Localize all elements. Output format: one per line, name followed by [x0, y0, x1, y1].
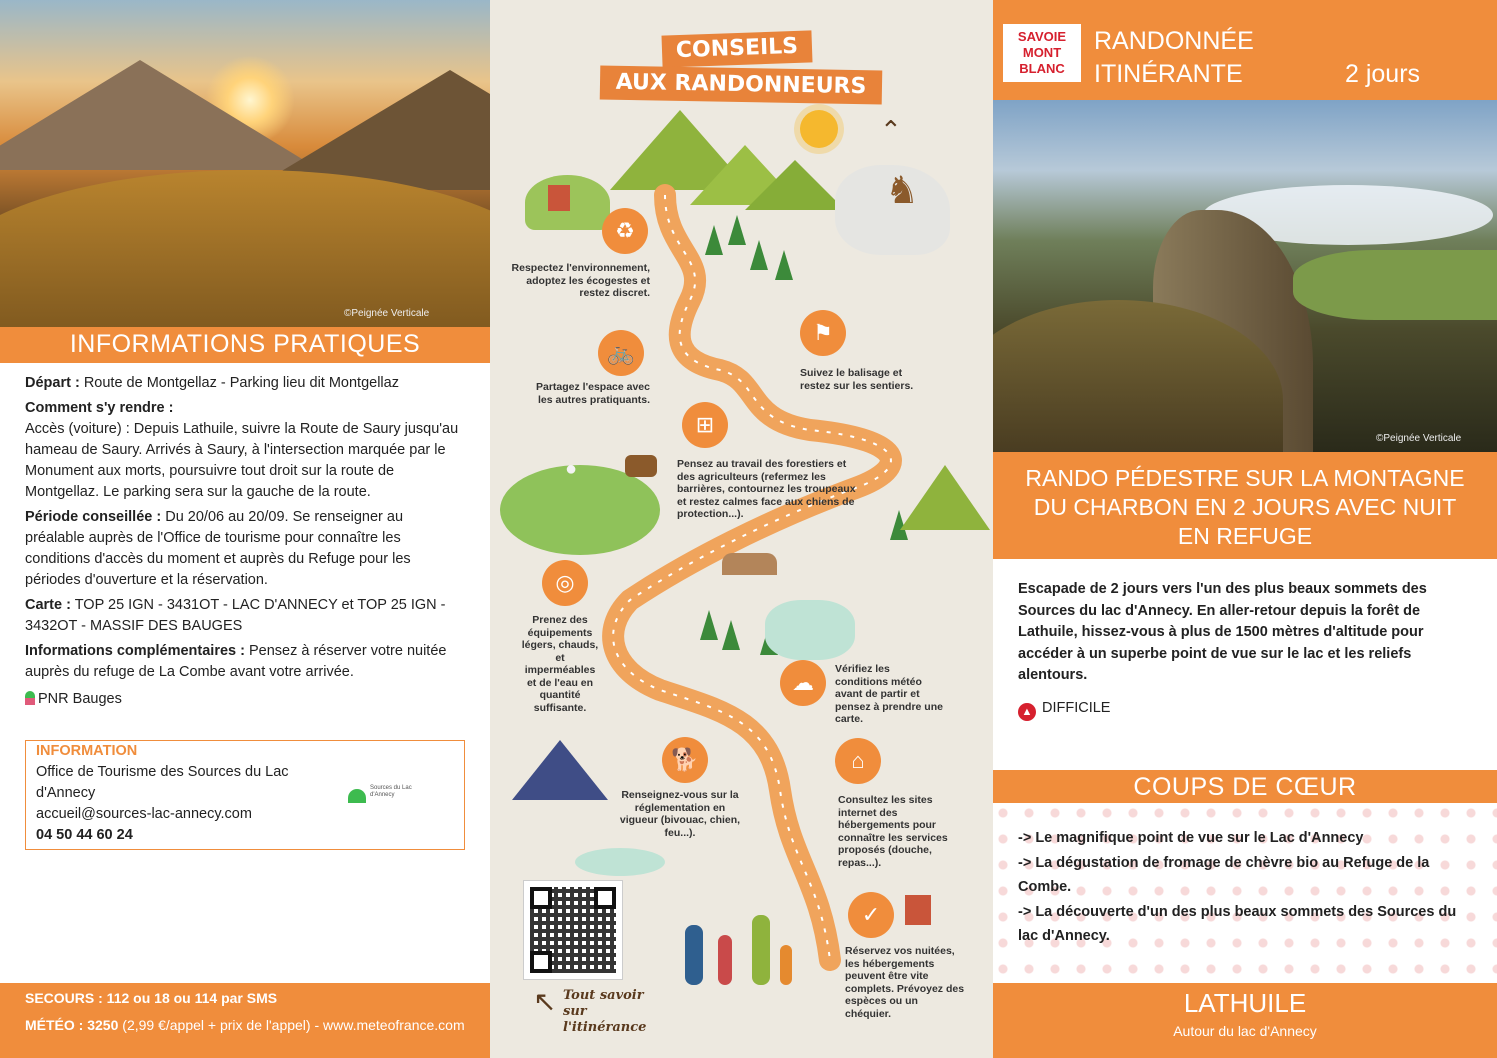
hiker-1-icon: [685, 925, 703, 985]
picnic-basket-icon: ⌂: [835, 738, 881, 784]
tree-4: [775, 250, 793, 280]
favorite-1: -> Le magnifique point de vue sur le Lac d'Annecy: [1018, 830, 1364, 846]
left-panel: [0, 0, 490, 1058]
favorites-title: COUPS DE CŒUR: [1133, 773, 1357, 801]
town-subtitle: Autour du lac d'Annecy: [1173, 1023, 1317, 1039]
office-phone[interactable]: 04 50 44 60 24: [36, 827, 133, 843]
tip-farmers: Pensez au travail des forestiers et des agriculteurs (refermez les barrières, contournez les troupeaux et restez calmes face aux chiens de protection...).: [677, 458, 856, 520]
hikers-group: [680, 910, 810, 1000]
valley-fields: [1293, 250, 1497, 320]
pnr-icon: [25, 691, 35, 705]
tree-5: [700, 610, 718, 640]
tree-3: [750, 240, 768, 270]
hiker-3-icon: [752, 915, 770, 985]
logo-text: Sources du Lac d'Annecy: [370, 785, 412, 798]
office-name: Office de Tourisme des Sources du Lac d'Annecy: [36, 764, 289, 801]
right-panel: [993, 0, 1497, 1058]
hiker-2-icon: [718, 935, 732, 985]
tree-6: [722, 620, 740, 650]
header-title-1: RANDONNÉE: [1094, 27, 1254, 55]
hike-description: Escapade de 2 jours vers l'un des plus beaux sommets des Sources du lac d'Annecy. En aller-retour depuis la forêt de Lathuile, hissez-vous à plus de 1500 mètres d'altitude pour accéder à un superbe point de vue sur le lac et les reliefs alentours.: [1018, 581, 1427, 683]
ibex-icon: ♞: [885, 170, 920, 212]
town-footer: [993, 983, 1497, 1058]
tip-equipment: Prenez des équipements légers, chauds, et imperméables et de l'eau en quantité suffisante.: [521, 614, 599, 714]
savoie-mont-blanc-logo: SAVOIE MONT BLANC: [1003, 24, 1081, 82]
favorite-3: -> La découverte d'un des plus beaux sommets des Sources du lac d'Annecy.: [1018, 904, 1457, 944]
hike-title: RANDO PÉDESTRE SUR LA MONTAGNE DU CHARBON EN 2 JOURS AVEC NUIT EN REFUGE: [1025, 465, 1465, 549]
tip-share-space: Partagez l'espace avec les autres pratiquants.: [536, 381, 650, 406]
tip-markers: Suivez le balisage et restez sur les sentiers.: [800, 367, 914, 392]
favorites-band: [993, 770, 1497, 804]
qr-corner-bl: [530, 951, 552, 973]
qr-corner-tr: [594, 887, 616, 909]
fence-icon: ⊞: [682, 402, 728, 448]
tree-1: [705, 225, 723, 255]
hut-icon: [548, 185, 570, 211]
favorite-2: -> La dégustation de fromage de chèvre bio au Refuge de la Combe.: [1018, 855, 1430, 895]
depart-row: Départ : Route de Montgellaz - Parking lieu dit Montgellaz: [25, 375, 399, 391]
dog-icon: 🐕: [662, 737, 708, 783]
info-band: [0, 327, 490, 363]
mountain-hut-right: [900, 465, 990, 530]
photo-credit-right: ©Peignée Verticale: [1376, 433, 1462, 444]
info-box-title: INFORMATION: [36, 743, 138, 759]
sheep-icon: ●: [565, 458, 578, 480]
tree-2: [728, 215, 746, 245]
information-box: [25, 740, 465, 850]
header-band: [993, 0, 1497, 100]
qr-code[interactable]: [523, 880, 623, 980]
period-row: Période conseillée : Du 20/06 au 20/09. Se renseigner au préalable auprès de l'Office de tourisme pour connaître les conditions d'accès du moment et auprès du Refuge pour les périodes d'ouverture et la réservation.: [25, 509, 411, 588]
extra-row: Informations complémentaires : Pensez à réserver votre nuitée auprès du refuge de La Combe avant votre arrivée.: [25, 643, 447, 680]
photo-credit: ©Peignée Verticale: [344, 308, 430, 319]
signpost-icon: ⚑: [800, 310, 846, 356]
section-title: INFORMATIONS PRATIQUES: [69, 330, 421, 358]
tourism-logo: [348, 783, 428, 807]
backpack-gear-icon: ◎: [542, 560, 588, 606]
duration: 2 jours: [1345, 60, 1421, 88]
office-email[interactable]: accueil@sources-lac-annecy.com: [36, 806, 252, 822]
arrow-icon: ↖: [533, 986, 557, 1017]
header-title-2: ITINÉRANTE: [1094, 60, 1243, 88]
pnr-row: PNR Bauges: [25, 689, 465, 710]
tent-icon: [512, 740, 608, 800]
difficulty-row: ▲ DIFFICILE: [1018, 700, 1110, 721]
practical-info: [25, 373, 465, 714]
access-row: Comment s'y rendre :: [25, 400, 174, 416]
access-text: Accès (voiture) : Depuis Lathuile, suivre la Route de Saury jusqu'au hameau de Saury. Arrivés à Saury, à l'intersection marquée par le Monument aux morts, poursuivre tout droit sur la route de Montgellaz. Le parking sera sur la gauche de la route.: [25, 421, 459, 500]
booking-check-icon: ✓: [848, 892, 894, 938]
mountain-lake-photo: [993, 100, 1497, 452]
qr-caption: Tout savoir sur l'itinérance: [563, 988, 647, 1035]
hillside: [0, 170, 490, 327]
tip-environment: Respectez l'environnement, adoptez les écogestes et restez discret.: [511, 262, 650, 299]
secours-line: SECOURS : 112 ou 18 ou 114 par SMS: [25, 990, 278, 1006]
weather-icon: ☁: [780, 660, 826, 706]
difficulty-icon: ▲: [1018, 703, 1036, 721]
qr-corner-tl: [530, 887, 552, 909]
map-row: Carte : TOP 25 IGN - 3431OT - LAC D'ANNECY et TOP 25 IGN - 3432OT - MASSIF DES BAUGES: [25, 597, 446, 634]
pasture: [500, 465, 660, 555]
emergency-footer: [0, 983, 490, 1058]
bridge-icon: [722, 553, 777, 575]
meteo-line: MÉTÉO : 3250 (2,99 €/appel + prix de l'appel) - www.meteofrance.com: [25, 1017, 465, 1033]
title-line-1: CONSEILS: [661, 30, 812, 67]
sunset-mountain-photo: [0, 0, 490, 327]
cow-icon: [625, 455, 657, 477]
tip-reservation: Réservez vos nuitées, les hébergements peuvent être vite complets. Prévoyez des espèces ou un chéquier.: [845, 945, 965, 1020]
tip-regulations: Renseignez-vous sur la réglementation en vigueur (bivouac, chien, feu...).: [619, 789, 741, 839]
tip-websites: Consultez les sites internet des hébergements pour connaître les services proposés (douche, repas...).: [838, 794, 948, 869]
pond: [575, 848, 665, 876]
town-name: LATHUILE: [1183, 988, 1307, 1018]
title-line-2: AUX RANDONNEURS: [600, 66, 883, 105]
bird-icon: ⌃: [880, 115, 902, 145]
bicycle-icon: 🚲: [598, 330, 644, 376]
river: [765, 600, 855, 660]
tip-weather: Vérifiez les conditions météo avant de partir et pensez à prendre une carte.: [835, 663, 943, 725]
eco-bottle-icon: ♻: [602, 208, 648, 254]
farmhouse-icon: [905, 895, 931, 925]
hike-title-band: [993, 452, 1497, 559]
hiker-4-icon: [780, 945, 792, 985]
logo-mark-icon: [348, 789, 366, 803]
advice-panel: [490, 0, 993, 1058]
